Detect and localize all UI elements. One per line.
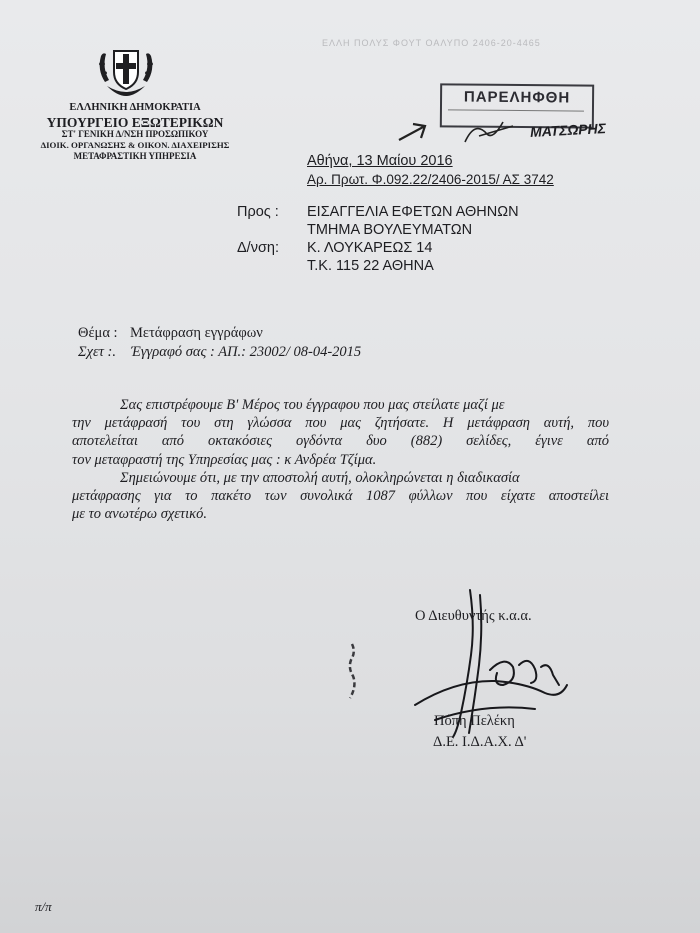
reference-label: Σχετ :.: [78, 344, 116, 360]
signatory-rank: Δ.Ε. Ι.Δ.Α.Χ. Δ': [433, 734, 527, 750]
coat-of-arms-emblem: [95, 42, 157, 100]
header-directorate: ΣΤ' ΓΕΝΙΚΗ Δ/ΝΣΗ ΠΡΟΣΩΠΙΚΟΥ: [61, 129, 209, 139]
top-faint-text: ΕΛΛΗ ΠΟΛΥΣ ΦΟΥΤ ΟΑΛΥΠΟ 2406-20-4465: [322, 38, 541, 48]
body-line-3: αποτελείται από οκτακόσιες ογδόντα δυο (882) σελίδες, έγινε από: [72, 433, 609, 449]
received-stamp-text: ΠΑΡΕΛΗΦΘΗ: [463, 88, 571, 107]
body-line-5: Σημειώνουμε ότι, με την αποστολή αυτή, ολοκληρώνεται η διαδικασία: [120, 470, 520, 486]
body-line-7: με το ανωτέρω σχετικό.: [72, 506, 207, 522]
body-line-6: μετάφρασης για το πακέτο των συνολικά 1087 φύλλων που είχατε αποστείλει: [72, 488, 609, 504]
page-mark: π/π: [35, 899, 52, 914]
header-country: ΕΛΛΗΝΙΚΗ ΔΗΜΟΚΡΑΤΙΑ: [69, 102, 201, 113]
signature-title: Ο Διευθυντής κ.α.α.: [415, 608, 532, 624]
to-label: Προς :: [237, 204, 279, 220]
date-line: Αθήνα, 13 Μαίου 2016: [307, 153, 453, 169]
body-line-4: τον μεταφραστή της Υπηρεσίας μας : κ Ανδρέα Τζίμα.: [72, 452, 377, 468]
address-line1: Κ. ΛΟΥΚΑΡΕΩΣ 14: [307, 240, 433, 256]
to-line1: ΕΙΣΑΓΓΕΛΙΑ ΕΦΕΤΩΝ ΑΘΗΝΩΝ: [307, 204, 519, 220]
stamp-handwriting: ΜΑΤΣΩΡΗΣ: [529, 120, 607, 140]
header-ministry: ΥΠΟΥΡΓΕΙΟ ΕΞΩΤΕΡΙΚΩΝ: [46, 115, 224, 130]
address-label: Δ/νση:: [237, 240, 280, 256]
body-line-2: την μετάφρασή του στη γλώσσα που μας ζητήσατε. Η μετάφραση αυτή, που: [72, 415, 609, 431]
header-service: ΜΕΤΑΦΡΑΣΤΙΚΗ ΥΠΗΡΕΣΙΑ: [73, 151, 197, 161]
reference-text: Έγγραφό σας : ΑΠ.: 23002/ 08-04-2015: [131, 344, 362, 360]
subject-text: Μετάφραση εγγράφων: [130, 325, 263, 341]
address-line2: Τ.Κ. 115 22 ΑΘΗΝΑ: [307, 258, 434, 274]
margin-ink-mark: [342, 642, 364, 702]
stamp-scribble: [395, 112, 520, 152]
handwritten-signature: [395, 585, 585, 740]
to-line2: ΤΜΗΜΑ ΒΟΥΛΕΥΜΑΤΩΝ: [307, 222, 473, 238]
signatory-name: Πόπη Πελέκη: [434, 713, 515, 729]
body-line-1: Σας επιστρέφουμε Β' Μέρος του έγγραφου που μας στείλατε μαζί με: [120, 397, 505, 413]
subject-label: Θέμα :: [78, 325, 118, 341]
header-department: ΔΙΟΙΚ. ΟΡΓΑΝΩΣΗΣ & ΟΙΚΟΝ. ΔΙΑΧΕΙΡΙΣΗΣ: [40, 140, 230, 150]
protocol-line: Αρ. Πρωτ. Φ.092.22/2406-2015/ ΑΣ 3742: [307, 172, 554, 187]
